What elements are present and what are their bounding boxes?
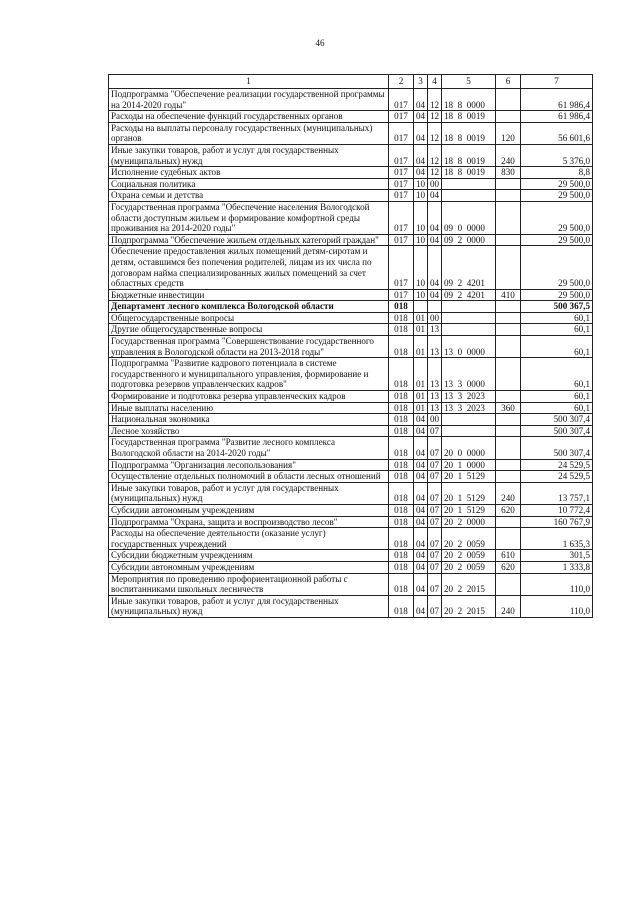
subsection-cell: 13 bbox=[428, 402, 442, 414]
amount-cell: 60,1 bbox=[521, 391, 593, 403]
admin-code-cell: 018 bbox=[389, 504, 414, 516]
expense-type-cell: 620 bbox=[496, 504, 521, 516]
target-article-cell: 20 1 5129 bbox=[442, 504, 496, 516]
target-article-cell: 20 2 0059 bbox=[442, 550, 496, 562]
subsection-cell: 07 bbox=[428, 595, 442, 617]
table-header-row bbox=[109, 75, 593, 89]
amount-cell: 29 500,0 bbox=[521, 289, 593, 301]
section-cell: 04 bbox=[414, 144, 428, 166]
target-article-cell bbox=[442, 190, 496, 202]
amount-cell: 24 529,5 bbox=[521, 471, 593, 483]
expense-type-cell bbox=[496, 111, 521, 123]
admin-code-cell: 017 bbox=[389, 246, 414, 289]
column-header: 7 bbox=[521, 75, 593, 89]
subsection-cell: 07 bbox=[428, 516, 442, 528]
table-row bbox=[109, 516, 593, 528]
expense-type-cell: 410 bbox=[496, 289, 521, 301]
column-header: 2 bbox=[389, 75, 414, 89]
amount-cell: 1 635,3 bbox=[521, 528, 593, 550]
section-cell: 04 bbox=[414, 459, 428, 471]
target-article-cell bbox=[442, 414, 496, 426]
target-article-cell: 20 2 0059 bbox=[442, 561, 496, 573]
row-name-cell: Иные закупки товаров, работ и услуг для государственных (муниципальных) нужд bbox=[109, 595, 389, 617]
amount-cell: 60,1 bbox=[521, 358, 593, 391]
section-cell: 01 bbox=[414, 312, 428, 324]
target-article-cell: 18 8 0019 bbox=[442, 144, 496, 166]
amount-cell: 60,1 bbox=[521, 312, 593, 324]
target-article-cell: 09 2 0000 bbox=[442, 234, 496, 246]
table-row bbox=[109, 504, 593, 516]
row-name-cell: Расходы на обеспечение деятельности (оказание услуг) государственных учреждений bbox=[109, 528, 389, 550]
expense-type-cell bbox=[496, 459, 521, 471]
budget-table bbox=[108, 74, 593, 618]
admin-code-cell: 017 bbox=[389, 289, 414, 301]
table-row bbox=[109, 167, 593, 179]
expense-type-cell bbox=[496, 89, 521, 111]
row-name-cell: Расходы на обеспечение функций государственных органов bbox=[109, 111, 389, 123]
amount-cell: 5 376,0 bbox=[521, 144, 593, 166]
page-number: 46 bbox=[315, 38, 325, 48]
row-name-cell: Осуществление отдельных полномочий в области лесных отношений bbox=[109, 471, 389, 483]
row-name-cell: Охрана семьи и детства bbox=[109, 190, 389, 202]
subsection-cell: 07 bbox=[428, 471, 442, 483]
table-row bbox=[109, 561, 593, 573]
subsection-cell: 04 bbox=[428, 234, 442, 246]
table-row bbox=[109, 234, 593, 246]
section-cell: 04 bbox=[414, 414, 428, 426]
subsection-cell: 04 bbox=[428, 201, 442, 234]
expense-type-cell: 120 bbox=[496, 122, 521, 144]
admin-code-cell: 018 bbox=[389, 324, 414, 336]
amount-cell: 301,5 bbox=[521, 550, 593, 562]
target-article-cell: 20 1 5129 bbox=[442, 471, 496, 483]
target-article-cell bbox=[442, 312, 496, 324]
amount-cell: 500 307,4 bbox=[521, 414, 593, 426]
column-header: 6 bbox=[496, 75, 521, 89]
section-cell: 10 bbox=[414, 178, 428, 190]
subsection-cell: 12 bbox=[428, 167, 442, 179]
section-cell: 01 bbox=[414, 402, 428, 414]
section-cell: 04 bbox=[414, 89, 428, 111]
admin-code-cell: 018 bbox=[389, 358, 414, 391]
expense-type-cell: 240 bbox=[496, 482, 521, 504]
row-name-cell: Подпрограмма "Развитие кадрового потенциала в системе государственного и муниципального управления, формирование и подготовка резервов управленческих кадров" bbox=[109, 358, 389, 391]
section-cell: 04 bbox=[414, 561, 428, 573]
subsection-cell: 07 bbox=[428, 504, 442, 516]
table-row bbox=[109, 425, 593, 437]
subsection-cell: 00 bbox=[428, 414, 442, 426]
column-header: 5 bbox=[442, 75, 496, 89]
section-cell: 04 bbox=[414, 425, 428, 437]
target-article-cell: 18 8 0019 bbox=[442, 167, 496, 179]
subsection-cell: 07 bbox=[428, 561, 442, 573]
expense-type-cell bbox=[496, 425, 521, 437]
target-article-cell: 20 0 0000 bbox=[442, 437, 496, 459]
expense-type-cell bbox=[496, 246, 521, 289]
row-name-cell: Государственная программа "Обеспечение населения Вологодской области доступным жильем и формирование комфортной среды проживания на 2014-2020 годы" bbox=[109, 201, 389, 234]
table-row bbox=[109, 573, 593, 595]
target-article-cell: 13 0 0000 bbox=[442, 336, 496, 358]
target-article-cell bbox=[442, 301, 496, 313]
expense-type-cell bbox=[496, 573, 521, 595]
row-name-cell: Обеспечение предоставления жилых помещений детям-сиротам и детям, оставшимся без попечения родителей, лицам из их числа по договорам найма специализированных жилых помещений за счет областных средств bbox=[109, 246, 389, 289]
subsection-cell: 07 bbox=[428, 425, 442, 437]
admin-code-cell: 017 bbox=[389, 234, 414, 246]
target-article-cell bbox=[442, 178, 496, 190]
row-name-cell: Национальная экономика bbox=[109, 414, 389, 426]
section-cell: 10 bbox=[414, 246, 428, 289]
amount-cell: 29 500,0 bbox=[521, 234, 593, 246]
table-row bbox=[109, 414, 593, 426]
admin-code-cell: 017 bbox=[389, 201, 414, 234]
amount-cell: 29 500,0 bbox=[521, 190, 593, 202]
section-cell: 01 bbox=[414, 358, 428, 391]
admin-code-cell: 017 bbox=[389, 190, 414, 202]
expense-type-cell: 360 bbox=[496, 402, 521, 414]
admin-code-cell: 018 bbox=[389, 414, 414, 426]
section-cell: 04 bbox=[414, 111, 428, 123]
admin-code-cell: 017 bbox=[389, 111, 414, 123]
amount-cell: 56 601,6 bbox=[521, 122, 593, 144]
table-row bbox=[109, 324, 593, 336]
amount-cell: 500 307,4 bbox=[521, 437, 593, 459]
subsection-cell: 04 bbox=[428, 289, 442, 301]
section-cell: 04 bbox=[414, 482, 428, 504]
section-cell: 04 bbox=[414, 516, 428, 528]
target-article-cell: 18 8 0000 bbox=[442, 89, 496, 111]
table-row bbox=[109, 482, 593, 504]
subsection-cell: 07 bbox=[428, 459, 442, 471]
expense-type-cell bbox=[496, 358, 521, 391]
section-cell: 01 bbox=[414, 324, 428, 336]
target-article-cell bbox=[442, 425, 496, 437]
row-name-cell: Социальная политика bbox=[109, 178, 389, 190]
admin-code-cell: 018 bbox=[389, 573, 414, 595]
expense-type-cell bbox=[496, 178, 521, 190]
admin-code-cell: 018 bbox=[389, 459, 414, 471]
admin-code-cell: 018 bbox=[389, 550, 414, 562]
amount-cell: 29 500,0 bbox=[521, 201, 593, 234]
section-cell: 10 bbox=[414, 190, 428, 202]
subsection-cell: 04 bbox=[428, 190, 442, 202]
subsection-cell: 13 bbox=[428, 358, 442, 391]
subsection-cell: 12 bbox=[428, 144, 442, 166]
target-article-cell bbox=[442, 324, 496, 336]
row-name-cell: Подпрограмма "Организация лесопользования" bbox=[109, 459, 389, 471]
target-article-cell: 09 0 0000 bbox=[442, 201, 496, 234]
table-row bbox=[109, 528, 593, 550]
subsection-cell: 13 bbox=[428, 336, 442, 358]
section-cell: 01 bbox=[414, 391, 428, 403]
subsection-cell: 07 bbox=[428, 550, 442, 562]
row-name-cell: Департамент лесного комплекса Вологодской области bbox=[109, 301, 389, 313]
row-name-cell: Исполнение судебных актов bbox=[109, 167, 389, 179]
table-row bbox=[109, 459, 593, 471]
table-row bbox=[109, 246, 593, 289]
table-row bbox=[109, 437, 593, 459]
row-name-cell: Иные закупки товаров, работ и услуг для государственных (муниципальных) нужд bbox=[109, 144, 389, 166]
amount-cell: 61 986,4 bbox=[521, 111, 593, 123]
row-name-cell: Формирование и подготовка резерва управленческих кадров bbox=[109, 391, 389, 403]
row-name-cell: Расходы на выплаты персоналу государственных (муниципальных) органов bbox=[109, 122, 389, 144]
table-row bbox=[109, 358, 593, 391]
table-row bbox=[109, 391, 593, 403]
target-article-cell: 20 2 2015 bbox=[442, 595, 496, 617]
expense-type-cell: 240 bbox=[496, 595, 521, 617]
column-header: 4 bbox=[428, 75, 442, 89]
section-cell: 04 bbox=[414, 504, 428, 516]
amount-cell: 60,1 bbox=[521, 402, 593, 414]
row-name-cell: Подпрограмма "Обеспечение реализации государственной программы на 2014-2020 годы" bbox=[109, 89, 389, 111]
admin-code-cell: 018 bbox=[389, 482, 414, 504]
section-cell: 04 bbox=[414, 122, 428, 144]
subsection-cell: 07 bbox=[428, 482, 442, 504]
admin-code-cell: 018 bbox=[389, 301, 414, 313]
section-cell: 10 bbox=[414, 289, 428, 301]
target-article-cell: 09 2 4201 bbox=[442, 289, 496, 301]
amount-cell: 10 772,4 bbox=[521, 504, 593, 516]
table-row bbox=[109, 301, 593, 313]
table-row bbox=[109, 550, 593, 562]
admin-code-cell: 018 bbox=[389, 516, 414, 528]
target-article-cell: 13 3 2023 bbox=[442, 402, 496, 414]
row-name-cell: Государственная программа "Развитие лесного комплекса Вологодской области на 2014-2020 годы" bbox=[109, 437, 389, 459]
expense-type-cell: 240 bbox=[496, 144, 521, 166]
section-cell: 04 bbox=[414, 471, 428, 483]
target-article-cell: 20 2 0059 bbox=[442, 528, 496, 550]
amount-cell: 24 529,5 bbox=[521, 459, 593, 471]
section-cell: 04 bbox=[414, 528, 428, 550]
section-cell: 04 bbox=[414, 573, 428, 595]
subsection-cell: 07 bbox=[428, 437, 442, 459]
admin-code-cell: 018 bbox=[389, 595, 414, 617]
subsection-cell: 00 bbox=[428, 312, 442, 324]
admin-code-cell: 018 bbox=[389, 312, 414, 324]
amount-cell: 110,0 bbox=[521, 573, 593, 595]
row-name-cell: Субсидии автономным учреждениям bbox=[109, 561, 389, 573]
expense-type-cell: 830 bbox=[496, 167, 521, 179]
table-row bbox=[109, 312, 593, 324]
expense-type-cell bbox=[496, 471, 521, 483]
admin-code-cell: 018 bbox=[389, 471, 414, 483]
table-row bbox=[109, 89, 593, 111]
amount-cell: 29 500,0 bbox=[521, 246, 593, 289]
admin-code-cell: 017 bbox=[389, 144, 414, 166]
admin-code-cell: 018 bbox=[389, 437, 414, 459]
row-name-cell: Лесное хозяйство bbox=[109, 425, 389, 437]
target-article-cell: 20 1 5129 bbox=[442, 482, 496, 504]
expense-type-cell bbox=[496, 336, 521, 358]
admin-code-cell: 018 bbox=[389, 391, 414, 403]
expense-type-cell bbox=[496, 190, 521, 202]
row-name-cell: Мероприятия по проведению профориентационной работы с воспитанниками школьных лесничеств bbox=[109, 573, 389, 595]
subsection-cell: 07 bbox=[428, 528, 442, 550]
table-row bbox=[109, 289, 593, 301]
expense-type-cell bbox=[496, 301, 521, 313]
amount-cell: 60,1 bbox=[521, 336, 593, 358]
expense-type-cell bbox=[496, 391, 521, 403]
amount-cell: 8,8 bbox=[521, 167, 593, 179]
table-row bbox=[109, 190, 593, 202]
subsection-cell: 12 bbox=[428, 122, 442, 144]
row-name-cell: Субсидии автономным учреждениям bbox=[109, 504, 389, 516]
expense-type-cell bbox=[496, 414, 521, 426]
row-name-cell: Подпрограмма "Охрана, защита и воспроизводство лесов" bbox=[109, 516, 389, 528]
section-cell: 10 bbox=[414, 234, 428, 246]
target-article-cell: 09 2 4201 bbox=[442, 246, 496, 289]
target-article-cell: 20 2 2015 bbox=[442, 573, 496, 595]
subsection-cell: 12 bbox=[428, 89, 442, 111]
amount-cell: 500 367,5 bbox=[521, 301, 593, 313]
section-cell: 04 bbox=[414, 550, 428, 562]
row-name-cell: Субсидии бюджетным учреждениям bbox=[109, 550, 389, 562]
target-article-cell: 13 3 2023 bbox=[442, 391, 496, 403]
table-row bbox=[109, 178, 593, 190]
table-row bbox=[109, 201, 593, 234]
amount-cell: 110,0 bbox=[521, 595, 593, 617]
amount-cell: 500 307,4 bbox=[521, 425, 593, 437]
section-cell: 04 bbox=[414, 167, 428, 179]
admin-code-cell: 018 bbox=[389, 336, 414, 358]
section-cell: 04 bbox=[414, 595, 428, 617]
subsection-cell bbox=[428, 301, 442, 313]
row-name-cell: Бюджетные инвестиции bbox=[109, 289, 389, 301]
expense-type-cell bbox=[496, 516, 521, 528]
target-article-cell: 13 3 0000 bbox=[442, 358, 496, 391]
admin-code-cell: 017 bbox=[389, 89, 414, 111]
amount-cell: 60,1 bbox=[521, 324, 593, 336]
admin-code-cell: 017 bbox=[389, 167, 414, 179]
admin-code-cell: 017 bbox=[389, 178, 414, 190]
amount-cell: 160 767,9 bbox=[521, 516, 593, 528]
amount-cell: 1 333,8 bbox=[521, 561, 593, 573]
expense-type-cell: 620 bbox=[496, 561, 521, 573]
table-row bbox=[109, 122, 593, 144]
row-name-cell: Иные закупки товаров, работ и услуг для государственных (муниципальных) нужд bbox=[109, 482, 389, 504]
expense-type-cell bbox=[496, 312, 521, 324]
subsection-cell: 12 bbox=[428, 111, 442, 123]
section-cell: 01 bbox=[414, 336, 428, 358]
table-row bbox=[109, 402, 593, 414]
subsection-cell: 07 bbox=[428, 573, 442, 595]
amount-cell: 29 500,0 bbox=[521, 178, 593, 190]
table-row bbox=[109, 471, 593, 483]
admin-code-cell: 018 bbox=[389, 402, 414, 414]
subsection-cell: 13 bbox=[428, 391, 442, 403]
table-row bbox=[109, 144, 593, 166]
admin-code-cell: 018 bbox=[389, 528, 414, 550]
admin-code-cell: 017 bbox=[389, 122, 414, 144]
target-article-cell: 18 8 0019 bbox=[442, 111, 496, 123]
section-cell bbox=[414, 301, 428, 313]
subsection-cell: 04 bbox=[428, 246, 442, 289]
subsection-cell: 00 bbox=[428, 178, 442, 190]
admin-code-cell: 018 bbox=[389, 425, 414, 437]
expense-type-cell bbox=[496, 528, 521, 550]
target-article-cell: 18 8 0019 bbox=[442, 122, 496, 144]
amount-cell: 13 757,1 bbox=[521, 482, 593, 504]
row-name-cell: Общегосударственные вопросы bbox=[109, 312, 389, 324]
expense-type-cell bbox=[496, 234, 521, 246]
row-name-cell: Подпрограмма "Обеспечение жильем отдельных категорий граждан" bbox=[109, 234, 389, 246]
expense-type-cell bbox=[496, 324, 521, 336]
section-cell: 04 bbox=[414, 437, 428, 459]
table-row bbox=[109, 595, 593, 617]
column-header: 3 bbox=[414, 75, 428, 89]
section-cell: 10 bbox=[414, 201, 428, 234]
amount-cell: 61 986,4 bbox=[521, 89, 593, 111]
expense-type-cell bbox=[496, 201, 521, 234]
target-article-cell: 20 2 0000 bbox=[442, 516, 496, 528]
table-row bbox=[109, 336, 593, 358]
target-article-cell: 20 1 0000 bbox=[442, 459, 496, 471]
row-name-cell: Другие общегосударственные вопросы bbox=[109, 324, 389, 336]
row-name-cell: Иные выплаты населению bbox=[109, 402, 389, 414]
table-row bbox=[109, 111, 593, 123]
expense-type-cell bbox=[496, 437, 521, 459]
subsection-cell: 13 bbox=[428, 324, 442, 336]
row-name-cell: Государственная программа "Совершенствование государственного управления в Вологодской области на 2013-2018 годы" bbox=[109, 336, 389, 358]
admin-code-cell: 018 bbox=[389, 561, 414, 573]
expense-type-cell: 610 bbox=[496, 550, 521, 562]
column-header: 1 bbox=[109, 75, 389, 89]
